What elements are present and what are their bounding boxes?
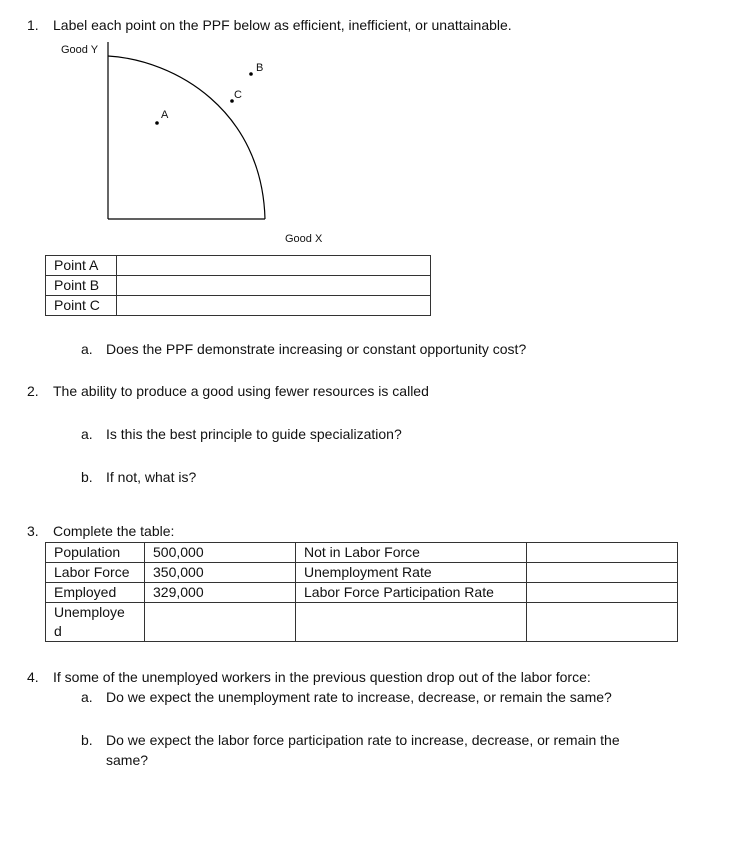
q2a-text: Is this the best principle to guide specialization? bbox=[106, 426, 402, 442]
q2-number: 2. bbox=[27, 383, 39, 399]
q3-text: Complete the table: bbox=[53, 523, 175, 539]
lfpr-answer[interactable] bbox=[527, 583, 678, 603]
point-table bbox=[45, 255, 431, 316]
unemployment-rate-answer[interactable] bbox=[527, 563, 678, 583]
point-c-answer[interactable] bbox=[117, 296, 431, 316]
employed-value: 329,000 bbox=[145, 583, 296, 603]
point-a-label: A bbox=[161, 109, 169, 121]
q4-text: If some of the unemployed workers in the previous question drop out of the labor force: bbox=[53, 669, 591, 685]
q4b-letter: b. bbox=[81, 732, 93, 748]
ppf-curve bbox=[108, 56, 265, 219]
population-label: Population bbox=[46, 543, 145, 563]
lfpr-label: Labor Force Participation Rate bbox=[296, 583, 527, 603]
point-c-label: C bbox=[234, 89, 242, 101]
table-row bbox=[46, 296, 431, 316]
q3-number: 3. bbox=[27, 523, 39, 539]
unemployed-label-line2: d bbox=[54, 623, 62, 639]
table-row bbox=[46, 256, 431, 276]
population-value: 500,000 bbox=[145, 543, 296, 563]
not-in-labor-force-answer[interactable] bbox=[527, 543, 678, 563]
point-b-dot bbox=[249, 72, 253, 76]
point-b-label: B bbox=[256, 62, 264, 74]
y-axis-label: Good Y bbox=[61, 44, 99, 56]
q2a-letter: a. bbox=[81, 426, 93, 442]
q2-text: The ability to produce a good using fewer resources is called bbox=[53, 383, 429, 399]
labor-force-label: Labor Force bbox=[46, 563, 145, 583]
empty-answer-cell[interactable] bbox=[527, 603, 678, 642]
table-row bbox=[46, 603, 678, 642]
q4b-text-cont: same? bbox=[106, 752, 149, 768]
labor-table bbox=[45, 542, 678, 642]
q4a-text: Do we expect the unemployment rate to increase, decrease, or remain the same? bbox=[106, 689, 612, 705]
table-row bbox=[46, 543, 678, 563]
unemployment-rate-label: Unemployment Rate bbox=[296, 563, 527, 583]
q4-number: 4. bbox=[27, 669, 39, 685]
labor-force-value: 350,000 bbox=[145, 563, 296, 583]
table-row bbox=[46, 583, 678, 603]
point-a-answer[interactable] bbox=[117, 256, 431, 276]
x-axis-label: Good X bbox=[285, 233, 323, 245]
not-in-labor-force-label: Not in Labor Force bbox=[296, 543, 527, 563]
employed-label: Employed bbox=[46, 583, 145, 603]
q1a-text: Does the PPF demonstrate increasing or constant opportunity cost? bbox=[106, 341, 527, 357]
unemployed-value[interactable] bbox=[145, 603, 296, 642]
q4b-text: Do we expect the labor force participation rate to increase, decrease, or remain the bbox=[106, 732, 620, 748]
q1-number: 1. bbox=[27, 17, 39, 33]
q4a-letter: a. bbox=[81, 689, 93, 705]
point-b-cell: Point B bbox=[46, 276, 117, 296]
unemployed-label bbox=[46, 603, 145, 642]
q2b-text: If not, what is? bbox=[106, 469, 197, 485]
q1a-letter: a. bbox=[81, 341, 93, 357]
point-c-cell: Point C bbox=[46, 296, 117, 316]
q2b-letter: b. bbox=[81, 469, 93, 485]
table-row bbox=[46, 276, 431, 296]
point-a-dot bbox=[155, 121, 159, 125]
point-b-answer[interactable] bbox=[117, 276, 431, 296]
empty-label-cell bbox=[296, 603, 527, 642]
unemployed-label-line1: Unemploye bbox=[54, 604, 125, 620]
table-row bbox=[46, 563, 678, 583]
q1-text: Label each point on the PPF below as efficient, inefficient, or unattainable. bbox=[53, 17, 512, 33]
point-a-cell: Point A bbox=[46, 256, 117, 276]
